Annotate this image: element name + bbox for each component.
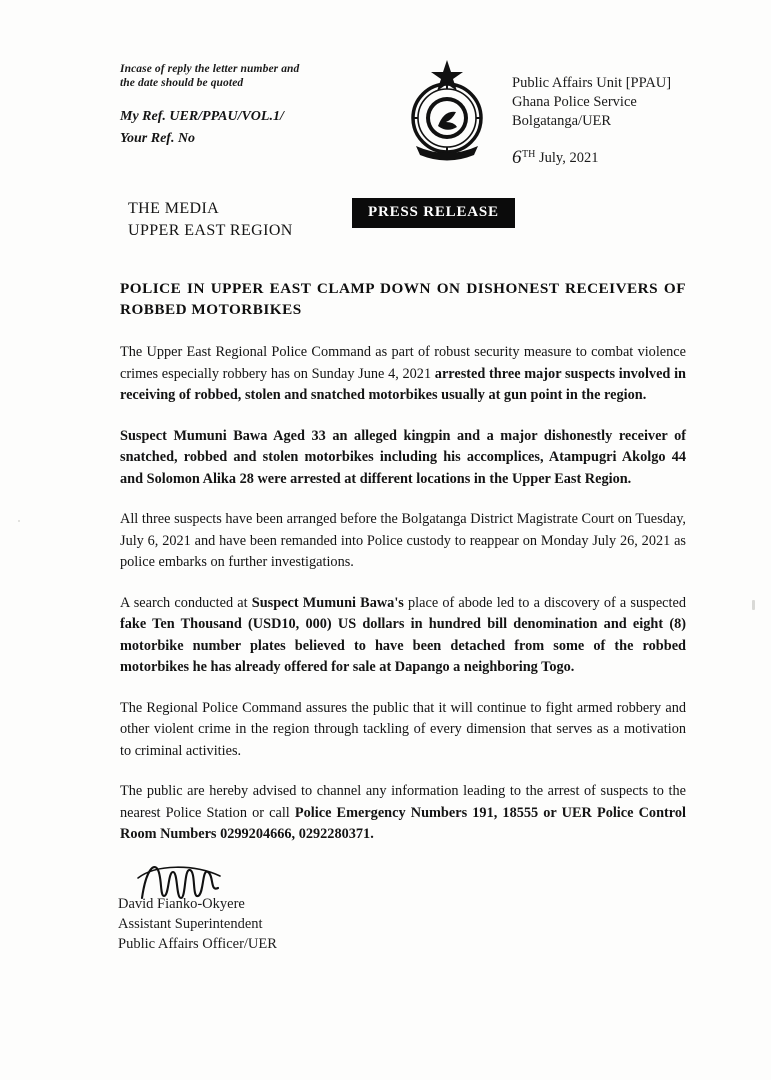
paragraph-4-suspect-name: Suspect Mumuni Bawa's	[251, 594, 404, 611]
signatory-role: Public Affairs Officer/UER	[118, 936, 277, 952]
signatory-rank: Assistant Superintendent	[118, 916, 263, 932]
addressee-block	[128, 198, 293, 242]
reply-instruction	[120, 62, 350, 90]
signatory-name: David Fianko-Okyere	[118, 896, 245, 912]
date-line	[512, 147, 598, 169]
paragraph-1-text-b: arrested three major suspects involved in receiving of robbed, stolen and snatched motorbikes usually at gun point in the region.	[120, 365, 686, 403]
date-suffix: TH	[522, 149, 536, 160]
scan-artifact	[18, 520, 20, 522]
paragraph-5: The Regional Police Command assures the public that it will continue to fight armed robbery and other violent crime in the region through tackling of every dimension that serves as a motivation to criminal activities.	[120, 699, 686, 759]
addressee-line1: THE MEDIA	[128, 200, 220, 217]
letterhead	[120, 62, 693, 182]
your-ref-line: Your Ref. No	[120, 131, 196, 146]
paragraph-4	[120, 593, 686, 679]
paragraph-2: Suspect Mumuni Bawa Aged 33 an alleged kingpin and a major dishonestly receiver of snatched, robbed and stolen motorbikes including his accomplices, Atampugri Akolgo 44 and Solomon Alika 28 were arrested at different locations in the Upper East Region.	[120, 427, 686, 487]
paragraph-1-text-a: The Upper East Regional Police Command as part of robust security measure to combat violence crimes especially robbery has on Sunday June 4, 2021	[120, 344, 686, 382]
date-day: 6	[512, 147, 522, 168]
signature-block	[118, 866, 518, 954]
letterhead-right	[512, 74, 742, 131]
my-ref-line: My Ref. UER/PPAU/VOL.1/	[120, 109, 284, 124]
paragraph-4-text-c: place of abode led to a discovery of a suspected	[403, 594, 686, 611]
addressee-line2: UPPER EAST REGION	[128, 222, 293, 239]
press-release-badge: PRESS RELEASE	[352, 198, 515, 228]
police-service-name: Ghana Police Service	[512, 94, 637, 110]
signatory-details	[118, 894, 518, 954]
paragraph-6	[120, 781, 686, 846]
reply-instruction-line1: Incase of reply the letter number and	[120, 63, 300, 75]
scan-artifact	[752, 600, 755, 610]
paragraph-4-text-d: fake Ten Thousand (USD10, 000) US dollars in hundred bill denomination and eight (8) motorbike number plates believed to have been detached from some of the robbed motorbikes he has already offered for sale at Dapango a neighboring Togo.	[120, 616, 686, 675]
paragraph-4-text-a: A search conducted at	[120, 594, 252, 611]
paragraph-6-text-a: The public are hereby advised to channel any information leading to the arrest of suspects to the nearest Police Station or call	[120, 783, 686, 821]
page-title: POLICE IN UPPER EAST CLAMP DOWN ON DISHONEST RECEIVERS OF ROBBED MOTORBIKES	[120, 280, 686, 318]
date-rest: July, 2021	[538, 150, 599, 166]
reply-instruction-line2: the date should be quoted	[120, 77, 244, 89]
emergency-numbers: Police Emergency Numbers 191, 18555 or UER Police Control Room Numbers 0299204666, 0292280371.	[120, 804, 686, 842]
document-body	[120, 278, 686, 865]
police-crest-icon	[392, 56, 502, 166]
reference-block	[120, 106, 350, 150]
letterhead-left	[120, 62, 350, 150]
public-affairs-unit: Public Affairs Unit [PPAU]	[512, 75, 672, 91]
paragraph-3: All three suspects have been arranged before the Bolgatanga District Magistrate Court on Tuesday, July 6, 2021 and have been remanded into Police custody to reappear on Monday July 26, 2021 as police embarks on further investigations.	[120, 511, 686, 570]
location-line: Bolgatanga/UER	[512, 113, 612, 129]
paragraph-1	[120, 342, 686, 407]
